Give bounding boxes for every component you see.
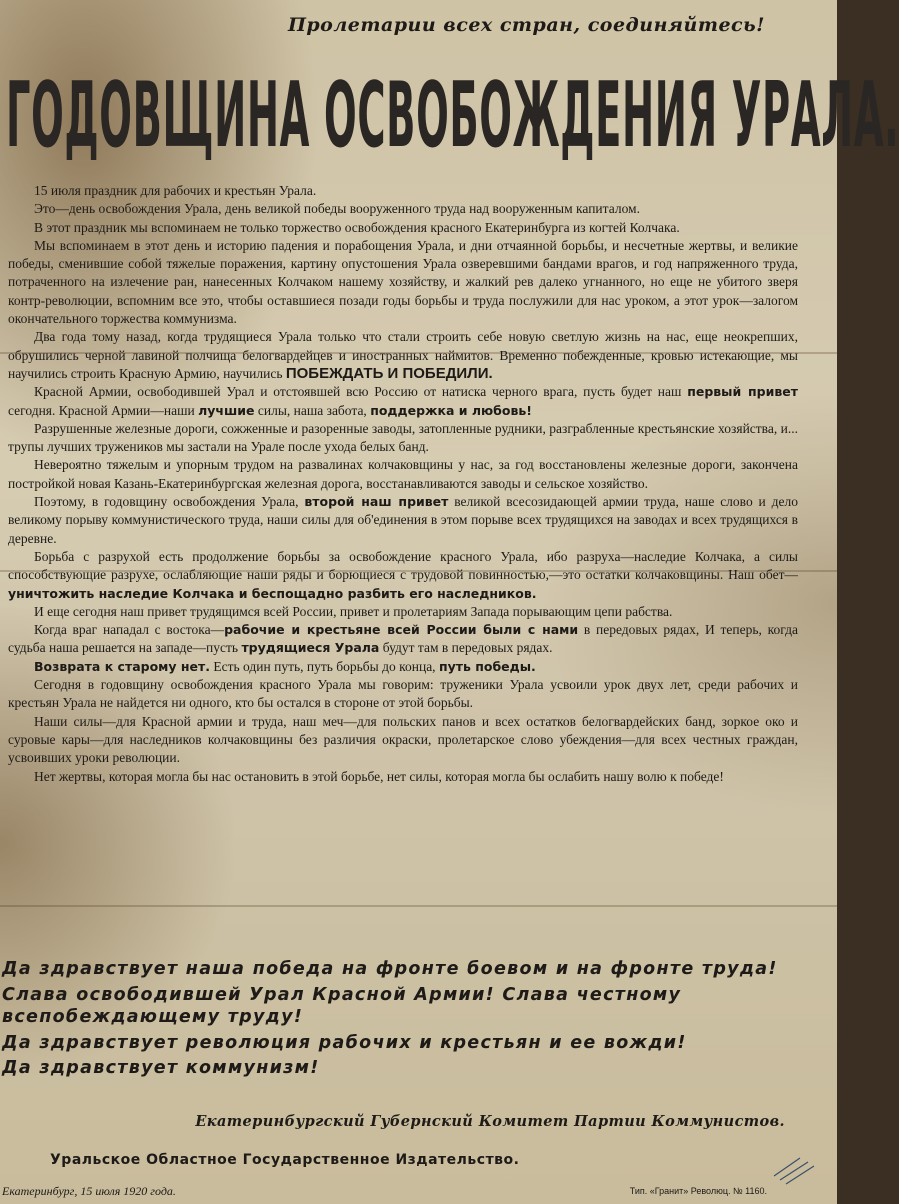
text-run: Два года тому назад, когда трудящиеся Урала только что стали строить себе новую светлую жизнь на нас, еще неокрепших, обрушились черной лавиной полчища белогвардейцев и иностранных наймитов. Временно побежденные, кровью истекающие, мы научились строить Красную Армию, научились: [8, 329, 798, 381]
text-run: Мы вспоминаем в этот день и историю падения и порабощения Урала, и дни отчаянной борьбы, и несчетные жертвы, и великие победы, сменившие собой тяжелые поражения, картину опустошения Урала озверевшими бандами врагов, и год напряженного труда, потраченного на излечение ран, нанесенных Колчаком нашему хозяйству, и жалкий рев далеко угнанного, но еще не убитого зверя контр-революции, вспомним все это, чтобы оставшиеся позади годы борьбы и труда послужили для нас уроком, а этот урок—залогом окончательного торжества коммунизма.: [8, 237, 798, 327]
body-paragraph: [8, 456, 798, 493]
text-run: И еще сегодня наш привет трудящимся всей России, привет и пролетариям Запада порывающим цепи рабства.: [34, 603, 673, 619]
text-run: великой всесозидающей армии труда, наше слово и дело великому порыву коммунистического труда, наши силы для об'единения в этом порыве всех трудящихся на заводах и всех трудящихся в деревне.: [8, 494, 798, 546]
text-run: Возврата к старому нет.: [34, 658, 210, 674]
text-run: В этот праздник мы вспоминаем не только торжество освобождения красного Екатеринбурга из когтей Колчака.: [34, 219, 680, 235]
text-run: второй наш привет: [304, 494, 449, 510]
publisher: Уральское Областное Государственное Издательство.: [50, 1152, 520, 1168]
print-imprint: Тип. «Гранит» Революц. № 1160.: [629, 1186, 767, 1196]
signature: Екатеринбургский Губернский Комитет Партии Коммунистов.: [195, 1113, 785, 1130]
text-run: в передовых рядах, И теперь, когда судьба наша решается на западе—пусть: [8, 622, 799, 656]
body-paragraph: [8, 182, 798, 200]
text-run: Есть один путь, путь борьбы до конца,: [210, 658, 439, 674]
text-run: сегодня. Красной Армии—наши: [8, 402, 199, 418]
text-run: будут там в передовых рядах.: [379, 640, 553, 656]
text-run: лучшие: [198, 402, 255, 418]
body-paragraph: [8, 658, 798, 676]
body-paragraph: [8, 219, 798, 237]
text-run: силы, наша забота,: [254, 402, 371, 418]
text-run: Это—день освобождения Урала, день великой победы вооруженного труда над вооруженным капиталом.: [34, 201, 640, 217]
body-paragraph: [8, 200, 798, 218]
place-date: Екатеринбург, 15 июля 1920 года.: [2, 1184, 176, 1198]
text-run: 15 июля праздник для рабочих и крестьян Урала.: [34, 183, 317, 198]
body-paragraph: [8, 493, 798, 548]
body-paragraph: [8, 383, 798, 420]
slogan: Да здравствует революция рабочих и крестьян и ее вожди!: [2, 1032, 687, 1053]
slogan: Слава освободившей Урал Красной Армии! Слава честному всепобеждающему труду!: [2, 984, 682, 1027]
body-paragraph: [8, 328, 798, 383]
text-run: поддержка и любовь!: [370, 402, 532, 418]
slogan: Да здравствует коммунизм!: [2, 1058, 320, 1078]
body-paragraph: [8, 420, 798, 457]
body-paragraph: [8, 713, 798, 768]
text-run: Невероятно тяжелым и упорным трудом на развалинах колчаковщины у нас, за год восстановлены железные дороги, закончена постройкой новая Казань-Екатеринбургская железная дорога, восстанавливаются заводы и сельское хозяйство.: [8, 457, 798, 491]
text-run: Сегодня в годовщину освобождения красного Урала мы говорим: труженики Урала усвоили урок двух лет, среди рабочих и крестьян Урала не найдется ни одного, кто бы остался в стороне от этой борьбы.: [8, 677, 798, 711]
slogan: Да здравствует наша победа на фронте боевом и на фронте труда!: [2, 959, 778, 979]
text-run: Нет жертвы, которая могла бы нас остановить в этой борьбе, нет силы, которая могла бы ослабить нашу волю к победе!: [34, 768, 724, 784]
text-run: первый привет: [687, 384, 798, 400]
slogans-block: [2, 958, 802, 1083]
proclamation-body: [8, 182, 798, 786]
text-run: Разрушенные железные дороги, сожженные и разоренные заводы, затопленные рудники, разграбленные крестьянские хозяйства, и... трупы лучших тружеников мы застали на Урале после ухода белых банд.: [8, 420, 798, 455]
body-paragraph: [8, 603, 798, 621]
text-run: Поэтому, в годовщину освобождения Урала,: [34, 494, 305, 510]
fold-line: [0, 905, 837, 907]
text-run: ПОБЕЖДАТЬ И ПОБЕДИЛИ.: [285, 364, 493, 382]
text-run: путь победы.: [438, 658, 536, 674]
headline: ГОДОВЩИНА ОСВОБОЖДЕНИЯ УРАЛА.: [6, 62, 899, 168]
motto: Пролетарии всех стран, соединяйтесь!: [287, 14, 765, 36]
text-run: Наши силы—для Красной армии и труда, наш меч—для польских панов и всех остатков белогвардейских банд, зоркое око и суровые кары—для наследников колчаковщины без различия окраски, пролетарское слово убеждения—для всех честных граждан, усвоивших уроки революции.: [8, 713, 798, 766]
body-paragraph: [8, 621, 798, 658]
pencil-mark-icon: [770, 1148, 820, 1188]
text-run: уничтожить наследие Колчака и беспощадно разбить его наследников.: [8, 585, 537, 601]
text-run: Когда враг нападал с востока—: [34, 622, 225, 638]
text-run: рабочие и крестьяне всей России были с нами: [224, 622, 579, 638]
body-paragraph: [8, 237, 798, 328]
body-paragraph: [8, 676, 798, 713]
text-run: Борьба с разрухой есть продолжение борьбы за освобождение красного Урала, ибо разруха—наследие Колчака, а силы способствующие разрухе, ослабляющие наши ряды и борющиеся с трудовой повинностью,—это остатки колчаковщины. Наш обет—: [8, 548, 798, 583]
text-run: Красной Армии, освободившей Урал и отстоявшей всю Россию от натиска черного врага, пусть будет наш: [34, 384, 688, 400]
body-paragraph: [8, 768, 798, 786]
body-paragraph: [8, 548, 798, 603]
text-run: трудящиеся Урала: [241, 640, 380, 656]
